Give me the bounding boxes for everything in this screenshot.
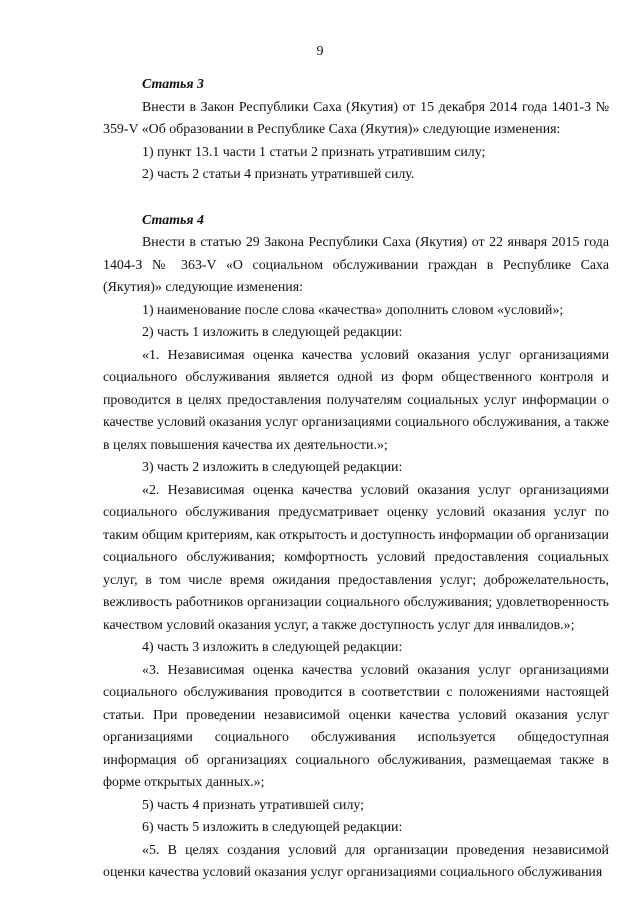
- article-4-heading: Статья 4: [142, 212, 204, 228]
- document-body: [103, 74, 609, 885]
- article-4: [103, 210, 609, 885]
- page-number: 9: [316, 44, 324, 59]
- article-4-paragraph: 2) часть 1 изложить в следующей редакции:: [142, 325, 403, 340]
- article-4-paragraph: «3. Независимая оценка качества условий оказания услуг организациями социального обслуживания проводится в соответствии с положениями настоящей статьи. При проведении независимой оценки качества условий оказания услуг организациями социального обслуживания используется общедоступная информация об организациях социального обслуживания, размещаемая также в форме открытых данных.»;: [103, 662, 609, 790]
- article-3-paragraph: Внести в Закон Республики Саха (Якутия) от 15 декабря 2014 года 1401-З № 359-V «Об образовании в Республике Саха (Якутия)» следующие изменения:: [103, 99, 609, 137]
- article-3-paragraph: 2) часть 2 статьи 4 признать утратившей силу.: [142, 167, 415, 182]
- article-4-paragraph: 3) часть 2 изложить в следующей редакции:: [142, 460, 403, 475]
- article-4-paragraph: «5. В целях создания условий для организации проведения независимой оценки качества условий оказания услуг организациями социального обслуживания: [103, 842, 609, 880]
- article-4-paragraph: 6) часть 5 изложить в следующей редакции:: [142, 820, 403, 835]
- article-3-paragraph: 1) пункт 13.1 части 1 статьи 2 признать утратившим силу;: [142, 144, 486, 160]
- article-4-paragraph: 4) часть 3 изложить в следующей редакции:: [142, 640, 403, 655]
- article-4-paragraph: 1) наименование после слова «качества» дополнить словом «условий»;: [142, 302, 564, 318]
- article-4-paragraph: «1. Независимая оценка качества условий оказания услуг организациями социального обслуживания является одной из форм общественного контроля и проводится в целях предоставления получателям социальных услуг информации о качестве условий оказания услуг организациями социального обслуживания, а также в целях повышения качества их деятельности.»;: [103, 347, 609, 453]
- article-4-paragraph: Внести в статью 29 Закона Республики Саха (Якутия) от 22 января 2015 года 1404-З № 363-V «О социальном обслуживании граждан в Республике Саха (Якутия)» следующие изменения:: [103, 235, 609, 295]
- article-4-paragraph: «2. Независимая оценка качества условий оказания услуг организациями социального обслуживания предусматривает оценку условий оказания услуг по таким общим критериям, как открытость и доступность информации об организации социального обслуживания; комфортность условий предоставления социальных услуг, в том числе время ожидания предоставления услуг; доброжелательность, вежливость работников организации социального обслуживания; удовлетворенность качеством условий оказания услуг, а также доступность услуг для инвалидов.»;: [103, 482, 609, 633]
- article-3-heading: Статья 3: [142, 77, 204, 92]
- article-3: [103, 74, 609, 187]
- article-4-paragraph: 5) часть 4 признать утратившей силу;: [142, 797, 364, 813]
